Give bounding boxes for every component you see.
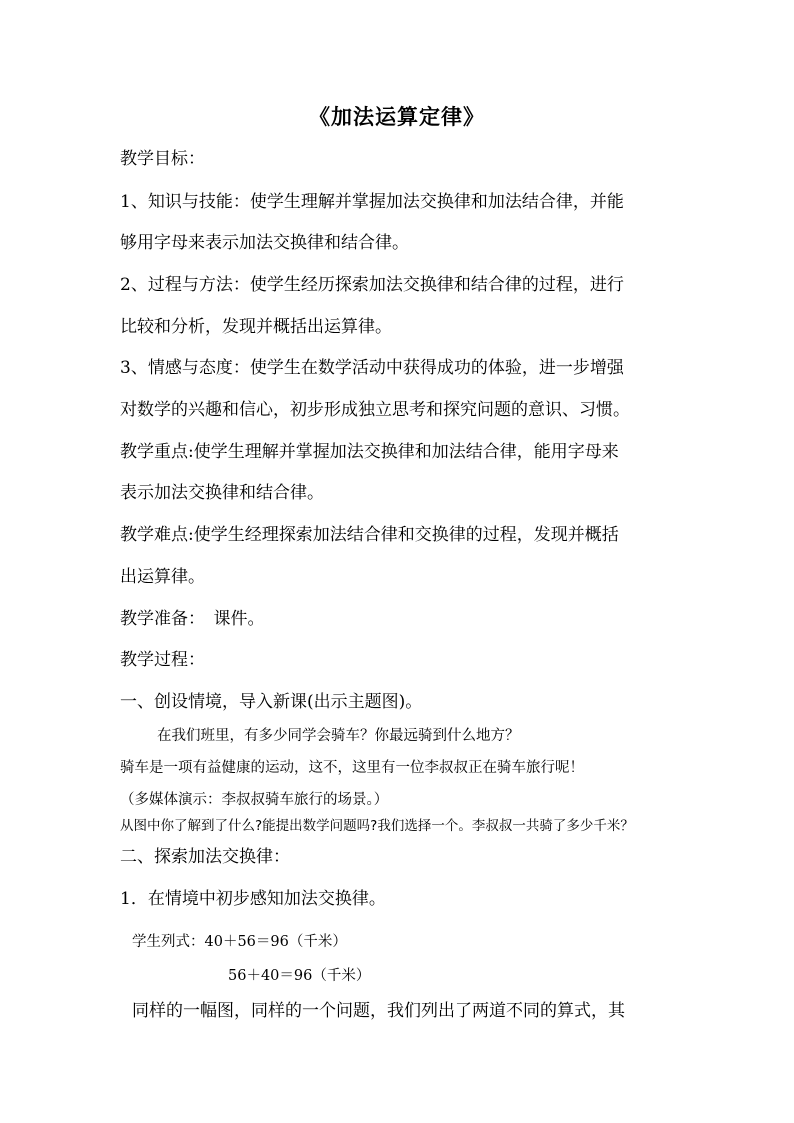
paragraph-line: 教学准备： 课件。 <box>120 609 265 629</box>
paragraph-line: 同样的一幅图，同样的一个问题，我们列出了两道不同的算式，其 <box>132 1001 625 1021</box>
paragraph-line: （多媒体演示：李叔叔骑车旅行的场景。） <box>120 792 389 808</box>
section-heading-intro: 一、创设情境，导入新课(出示主题图)。 <box>120 692 423 712</box>
paragraph-line: 3、情感与态度：使学生在数学活动中获得成功的体验，进一步增强 <box>120 358 624 378</box>
document-title: 《加法运算定律》 <box>309 104 485 129</box>
paragraph-line: 对数学的兴趣和信心，初步形成独立思考和探究问题的意识、习惯。 <box>120 400 630 420</box>
section-heading-explore: 二、探索加法交换律： <box>120 847 290 867</box>
paragraph-line: 出运算律。 <box>120 567 205 587</box>
subsection-heading: 1．在情境中初步感知加法交换律。 <box>120 889 386 909</box>
paragraph-line: 在我们班里，有多少同学会骑车？你最远骑到什么地方？ <box>157 728 520 744</box>
equation-line: 56＋40＝96（千米） <box>228 968 371 984</box>
paragraph-line: 比较和分析，发现并概括出运算律。 <box>120 317 392 337</box>
paragraph-line: 1、知识与技能：使学生理解并掌握加法交换律和加法结合律，并能 <box>120 192 624 212</box>
equation-line: 学生列式：40＋56＝96（千米） <box>132 934 347 950</box>
section-heading-objectives: 教学目标： <box>120 149 205 169</box>
paragraph-line: 从图中你了解到了什么?能提出数学问题吗?我们选择一个。李叔叔一共骑了多少千米？ <box>120 818 634 834</box>
paragraph-line: 骑车是一项有益健康的运动，这不，这里有一位李叔叔正在骑车旅行呢！ <box>120 760 584 776</box>
paragraph-line: 2、过程与方法：使学生经历探索加法交换律和结合律的过程，进行 <box>120 275 624 295</box>
section-heading-process: 教学过程： <box>120 650 205 670</box>
paragraph-line: 表示加法交换律和结合律。 <box>120 483 324 503</box>
paragraph-line: 教学重点:使学生理解并掌握加法交换律和加法结合律，能用字母来 <box>120 442 619 462</box>
paragraph-line: 教学难点:使学生经理探索加法结合律和交换律的过程，发现并概括 <box>120 525 619 545</box>
paragraph-line: 够用字母来表示加法交换律和结合律。 <box>120 233 409 253</box>
